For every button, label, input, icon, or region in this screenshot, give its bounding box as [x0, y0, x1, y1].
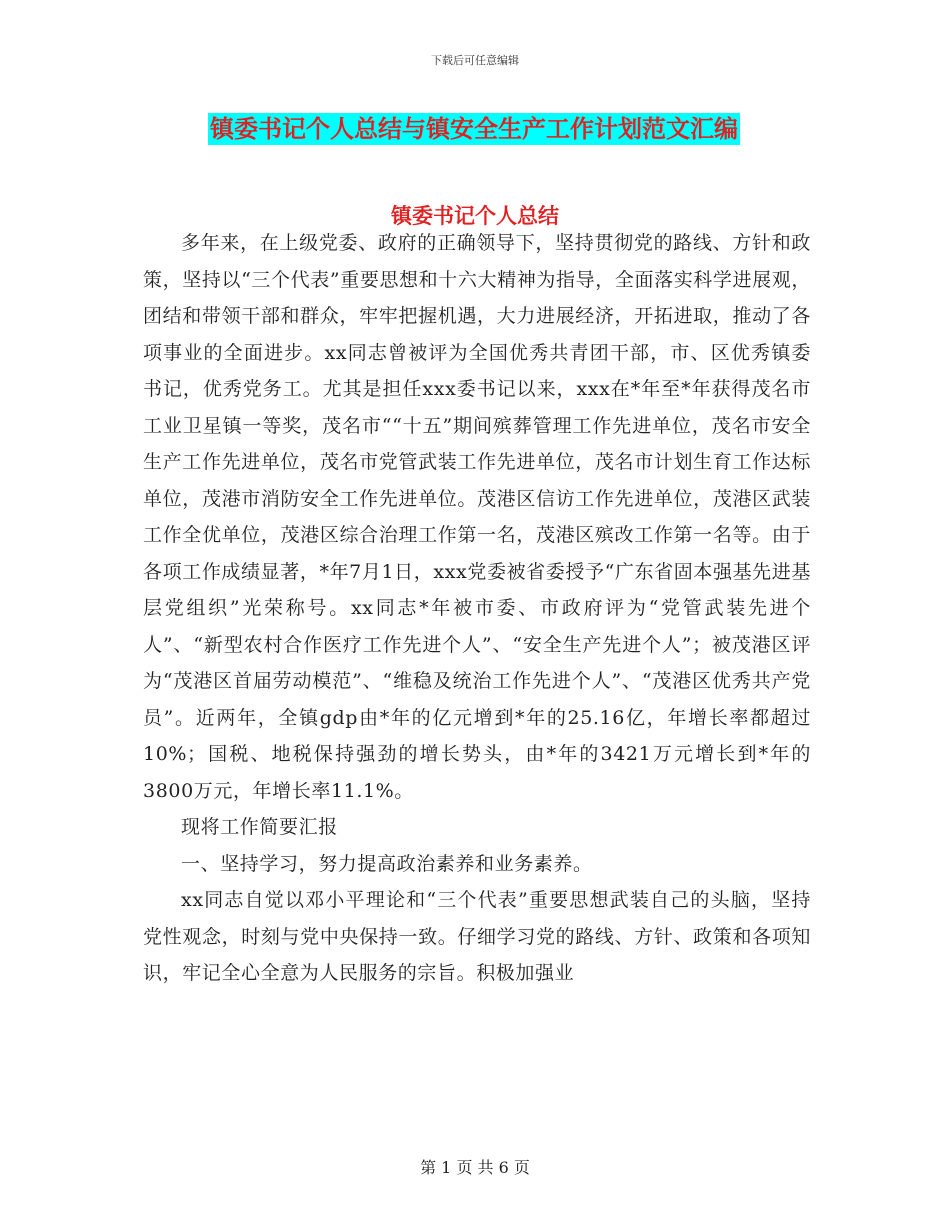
- page-number-footer: 第 1 页 共 6 页: [420, 1158, 530, 1177]
- body-paragraph: xx同志自觉以邓小平理论和“三个代表”重要思想武装自己的头脑，坚持党性观念，时刻与党中央保持一致。仔细学习党的路线、方针、政策和各项知识，牢记全心全意为人民服务的宗旨。积极加强业: [143, 889, 811, 984]
- document-body: [143, 225, 811, 992]
- body-paragraph: 一、坚持学习，努力提高政治素养和业务素养。: [181, 852, 593, 875]
- header-note: 下载后可任意编辑: [431, 54, 519, 67]
- section-title: 镇委书记个人总结: [391, 203, 559, 228]
- body-paragraph: 现将工作简要汇报: [181, 816, 338, 838]
- document-title: 镇委书记个人总结与镇安全生产工作计划范文汇编: [210, 114, 738, 143]
- body-paragraph: 多年来，在上级党委、政府的正确领导下，坚持贯彻党的路线、方针和政策，坚持以“三个代表”重要思想和十六大精神为指导，全面落实科学进展观，团结和带领干部和群众，牢牢把握机遇，大力进展经济，开拓进取，推动了各项事业的全面进步。xx同志曾被评为全国优秀共青团干部，市、区优秀镇委书记，优秀党务工。尤其是担任xxx委书记以来，xxx在*年至*年获得茂名市工业卫星镇一等奖，茂名市““十五”期间殡葬管理工作先进单位，茂名市安全生产工作先进单位，茂名市党管武装工作先进单位，茂名市计划生育工作达标单位，茂港市消防安全工作先进单位。茂港区信访工作先进单位，茂港区武装工作全优单位，茂港区综合治理工作第一名，茂港区殡改工作第一名等。由于各项工作成绩显著，*年7月1日，xxx党委被省委授予“广东省固本强基先进基层党组织”光荣称号。xx同志*年被市委、市政府评为“党管武装先进个人”、“新型农村合作医疗工作先进个人”、“安全生产先进个人”；被茂港区评为“茂港区首届劳动模范”、“维稳及统治工作先进个人”、“茂港区优秀共产党员”。近两年，全镇gdp由*年的亿元增到*年的25.16亿，年增长率都超过10%；国税、地税保持强劲的增长势头，由*年的3421万元增长到*年的3800万元，年增长率11.1%。: [143, 232, 811, 802]
